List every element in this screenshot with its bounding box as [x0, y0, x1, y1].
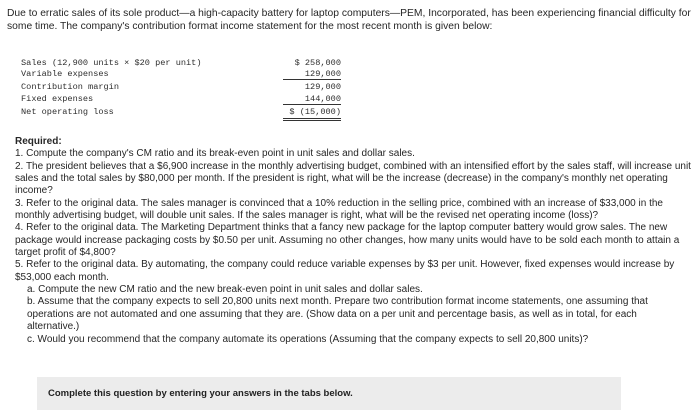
statement-label: Sales (12,900 units × $20 per unit) [21, 58, 202, 68]
statement-row-contribution-margin [21, 82, 341, 93]
required-subitem-c: c. Would you recommend that the company automate its operations (Assuming that the company expects to sell 20,800 units)? [27, 333, 589, 345]
required-item-4: 4. Refer to the original data. The Marketing Department thinks that a fancy new package for the laptop computer battery would grow sales. The new package would increase packaging costs by $0.50 per unit. Assuming no other changes, how many units would have to be sold each month to attain a target profit of $4,800? [15, 222, 680, 259]
statement-row-variable-expenses [21, 69, 341, 80]
statement-row-fixed-expenses [21, 94, 341, 105]
income-statement [21, 58, 341, 118]
statement-amount: 129,000 [283, 69, 341, 80]
statement-label: Net operating loss [21, 106, 114, 117]
statement-amount: $ (15,000) [283, 107, 341, 121]
required-subitem-a: a. Compute the new CM ratio and the new break-even point in unit sales and dollar sales. [27, 284, 423, 296]
statement-row-net-operating-loss [21, 107, 341, 118]
statement-label: Fixed expenses [21, 93, 94, 104]
answer-instruction: Complete this question by entering your answers in the tabs below. [48, 388, 353, 399]
statement-amount: $ 258,000 [294, 58, 341, 68]
required-item-2: 2. The president believes that a $6,900 increase in the monthly advertising budget, combined with an intensified effort by the sales staff, will increase unit sales and the total sales by $80,000 per month. If the president is right, what will be the increase (decrease) in the company's monthly net operating income? [15, 160, 691, 197]
required-item-3: 3. Refer to the original data. The sales manager is convinced that a 10% reduction in the selling price, combined with an increase of $33,000 in the monthly advertising budget, will double unit sales. If the sales manager is right, what will be the revised net operating income (loss)? [15, 197, 663, 222]
statement-label: Contribution margin [21, 82, 119, 93]
statement-amount: 129,000 [304, 82, 341, 93]
statement-row-sales [21, 58, 341, 69]
required-item-1: 1. Compute the company's CM ratio and its break-even point in unit sales and dollar sales. [15, 148, 415, 160]
required-item-5: 5. Refer to the original data. By automating, the company could reduce variable expenses by $3 per unit. However, fixed expenses would increase by $53,000 each month. [15, 259, 675, 283]
answer-tabs-banner [37, 377, 621, 410]
required-subitem-b: b. Assume that the company expects to sell 20,800 units next month. Prepare two contribution format income statements, one assuming that operations are not automated and one assuming that they are. (Show data on a per unit and percentage basis, as well as in total, for each alternative.) [27, 296, 648, 333]
problem-intro: Due to erratic sales of its sole product—a high-capacity battery for laptop computers—PEM, Incorporated, has been experiencing financial difficulty for some time. The company's contribution format income statement for the most recent month is given below: [7, 8, 691, 33]
statement-label: Variable expenses [21, 69, 109, 80]
required-heading: Required: [15, 136, 62, 147]
statement-amount: 144,000 [283, 94, 341, 105]
required-section [15, 136, 691, 346]
